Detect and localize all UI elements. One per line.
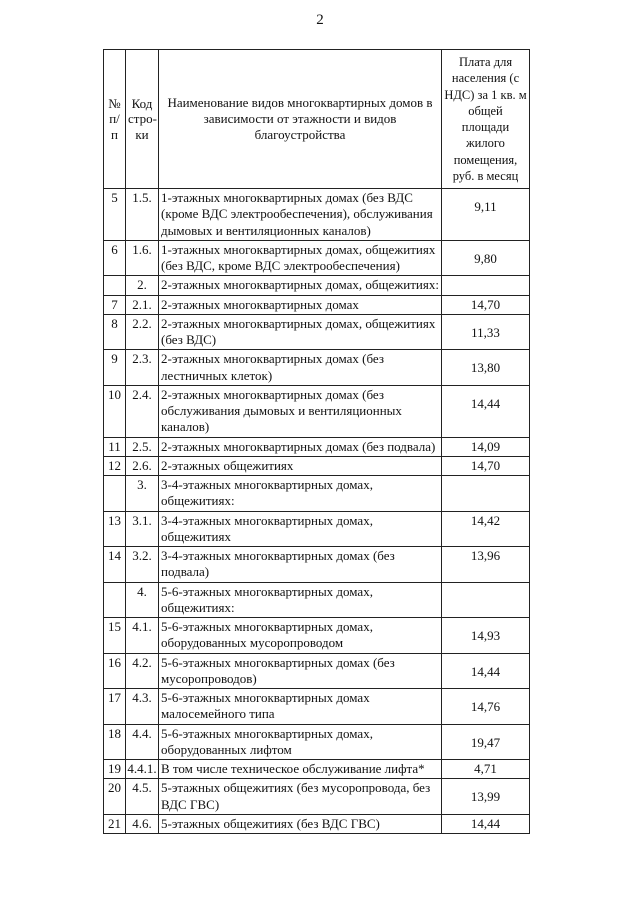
cell-code: 4.5.	[126, 779, 159, 815]
table-row	[104, 760, 530, 779]
cell-price: 14,42	[442, 511, 530, 547]
header-price: Плата для населения (с НДС) за 1 кв. м общей площади жилого помещения, руб. в месяц	[442, 50, 530, 189]
table-body	[104, 189, 530, 834]
cell-num: 6	[104, 240, 126, 276]
cell-price: 9,11	[442, 189, 530, 241]
cell-name: 2-этажных многоквартирных домах (без подвала)	[159, 437, 442, 456]
cell-num: 18	[104, 724, 126, 760]
table-row	[104, 350, 530, 386]
table-row	[104, 295, 530, 314]
cell-name: 5-6-этажных многоквартирных домах, оборудованных мусоропроводом	[159, 618, 442, 654]
cell-num	[104, 582, 126, 618]
cell-num: 20	[104, 779, 126, 815]
cell-price	[442, 476, 530, 512]
cell-code: 4.6.	[126, 814, 159, 833]
cell-name: 3-4-этажных многоквартирных домах, общежитиях:	[159, 476, 442, 512]
cell-price: 14,70	[442, 295, 530, 314]
cell-num: 13	[104, 511, 126, 547]
header-code: Код стро-ки	[126, 50, 159, 189]
cell-name: 5-этажных общежитиях (без мусоропровода, без ВДС ГВС)	[159, 779, 442, 815]
table-row	[104, 511, 530, 547]
cell-name: 3-4-этажных многоквартирных домах (без подвала)	[159, 547, 442, 583]
cell-code: 4.4.1.	[126, 760, 159, 779]
cell-num: 10	[104, 385, 126, 437]
cell-name: В том числе техническое обслуживание лифта*	[159, 760, 442, 779]
table-row	[104, 385, 530, 437]
cell-code: 2.6.	[126, 456, 159, 475]
table-row	[104, 240, 530, 276]
table-row	[104, 189, 530, 241]
cell-price: 14,44	[442, 814, 530, 833]
cell-code: 2.2.	[126, 314, 159, 350]
cell-name: 2-этажных многоквартирных домах, общежитиях (без ВДС)	[159, 314, 442, 350]
cell-price: 14,44	[442, 653, 530, 689]
cell-num: 21	[104, 814, 126, 833]
cell-code: 3.1.	[126, 511, 159, 547]
table-row	[104, 582, 530, 618]
cell-code: 3.	[126, 476, 159, 512]
cell-name: 3-4-этажных многоквартирных домах, общежитиях	[159, 511, 442, 547]
cell-price: 9,80	[442, 240, 530, 276]
cell-code: 2.5.	[126, 437, 159, 456]
cell-price: 4,71	[442, 760, 530, 779]
cell-name: 5-6-этажных многоквартирных домах, общежитиях:	[159, 582, 442, 618]
cell-num: 11	[104, 437, 126, 456]
cell-num: 5	[104, 189, 126, 241]
cell-num: 14	[104, 547, 126, 583]
cell-price: 14,70	[442, 456, 530, 475]
cell-price	[442, 276, 530, 295]
table-header-row	[104, 50, 530, 189]
cell-code: 4.	[126, 582, 159, 618]
cell-code: 4.4.	[126, 724, 159, 760]
cell-num	[104, 476, 126, 512]
cell-name: 5-6-этажных многоквартирных домах (без мусоропроводов)	[159, 653, 442, 689]
cell-code: 4.2.	[126, 653, 159, 689]
cell-price: 14,93	[442, 618, 530, 654]
table-row	[104, 276, 530, 295]
cell-name: 5-этажных общежитиях (без ВДС ГВС)	[159, 814, 442, 833]
cell-code: 2.1.	[126, 295, 159, 314]
cell-num: 15	[104, 618, 126, 654]
cell-price: 14,44	[442, 385, 530, 437]
cell-code: 2.3.	[126, 350, 159, 386]
table-row	[104, 689, 530, 725]
table-row	[104, 814, 530, 833]
cell-name: 2-этажных многоквартирных домах (без лестничных клеток)	[159, 350, 442, 386]
cell-num: 16	[104, 653, 126, 689]
cell-code: 2.4.	[126, 385, 159, 437]
cell-price: 13,99	[442, 779, 530, 815]
cell-code: 3.2.	[126, 547, 159, 583]
table-row	[104, 456, 530, 475]
table-row	[104, 476, 530, 512]
cell-name: 1-этажных многоквартирных домах (без ВДС (кроме ВДС электрообеспечения), обслуживания дымовых и вентиляционных каналов)	[159, 189, 442, 241]
cell-num: 19	[104, 760, 126, 779]
cell-num: 7	[104, 295, 126, 314]
cell-num	[104, 276, 126, 295]
cell-num: 8	[104, 314, 126, 350]
cell-name: 1-этажных многоквартирных домах, общежитиях (без ВДС, кроме ВДС электрообеспечения)	[159, 240, 442, 276]
cell-code: 2.	[126, 276, 159, 295]
tariff-table	[103, 49, 530, 834]
cell-name: 5-6-этажных многоквартирных домах малосемейного типа	[159, 689, 442, 725]
cell-name: 2-этажных многоквартирных домах	[159, 295, 442, 314]
cell-name: 5-6-этажных многоквартирных домах, оборудованных лифтом	[159, 724, 442, 760]
table-row	[104, 618, 530, 654]
table-row	[104, 437, 530, 456]
page-number: 2	[316, 12, 324, 28]
cell-code: 1.6.	[126, 240, 159, 276]
cell-price: 13,80	[442, 350, 530, 386]
cell-name: 2-этажных многоквартирных домах (без обслуживания дымовых и вентиляционных каналов)	[159, 385, 442, 437]
header-number: № п/п	[104, 50, 126, 189]
cell-num: 17	[104, 689, 126, 725]
cell-num: 9	[104, 350, 126, 386]
table-row	[104, 779, 530, 815]
cell-price: 14,76	[442, 689, 530, 725]
cell-price: 13,96	[442, 547, 530, 583]
cell-code: 4.3.	[126, 689, 159, 725]
cell-name: 2-этажных многоквартирных домах, общежитиях:	[159, 276, 442, 295]
header-name: Наименование видов многоквартирных домов в зависимости от этажности и видов благоустройства	[159, 50, 442, 189]
table-row	[104, 724, 530, 760]
table-row	[104, 653, 530, 689]
cell-code: 4.1.	[126, 618, 159, 654]
cell-price: 14,09	[442, 437, 530, 456]
table-row	[104, 547, 530, 583]
cell-price: 19,47	[442, 724, 530, 760]
cell-code: 1.5.	[126, 189, 159, 241]
cell-price: 11,33	[442, 314, 530, 350]
cell-price	[442, 582, 530, 618]
cell-name: 2-этажных общежитиях	[159, 456, 442, 475]
cell-num: 12	[104, 456, 126, 475]
table-row	[104, 314, 530, 350]
